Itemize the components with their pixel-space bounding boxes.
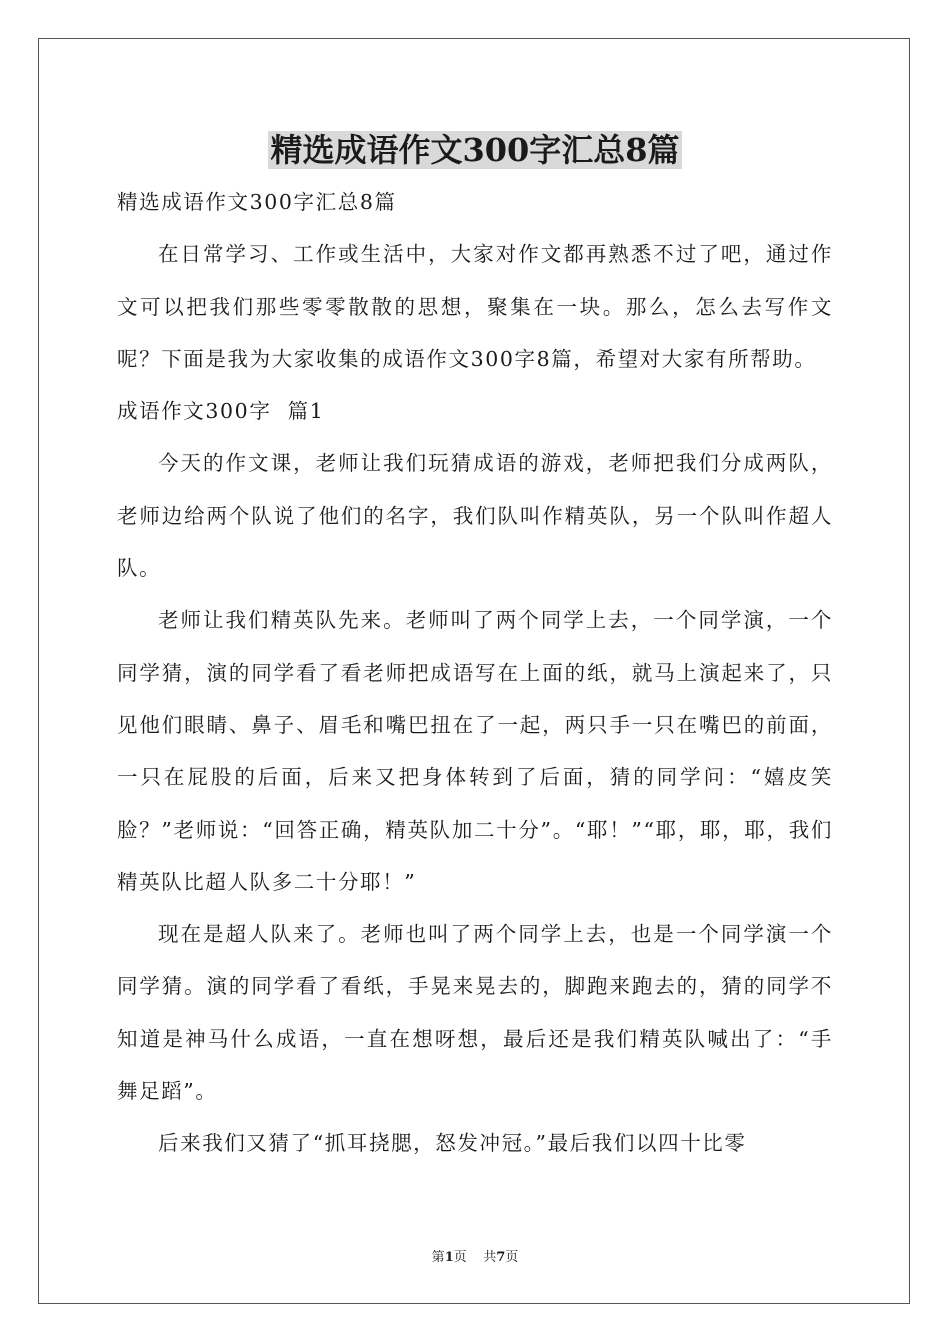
document-title	[0, 124, 950, 176]
total-page-number: 7	[496, 1250, 506, 1265]
page-footer	[0, 1246, 950, 1265]
paragraph: 今天的作文课，老师让我们玩猜成语的游戏，老师把我们分成两队，老师边给两个队说了他们的名字，我们队叫作精英队，另一个队叫作超人队。	[117, 451, 833, 581]
section-heading: 成语作文300字 篇1	[117, 399, 325, 424]
document-body	[117, 176, 833, 1170]
page-number-middle: 页 共	[453, 1250, 497, 1265]
paragraph: 现在是超人队来了。老师也叫了两个同学上去，也是一个同学演一个同学猜。演的同学看了看纸，手晃来晃去的，脚跑来跑去的，猜的同学不知道是神马什么成语，一直在想呀想，最后还是我们精英队喊出了：“手舞足蹈”。	[117, 922, 833, 1104]
page-number-suffix: 页	[505, 1250, 519, 1265]
paragraph: 后来我们又猜了“抓耳挠腮，怒发冲冠。”最后我们以四十比零	[158, 1131, 747, 1156]
paragraph: 老师让我们精英队先来。老师叫了两个同学上去，一个同学演，一个同学猜，演的同学看了看老师把成语写在上面的纸，就马上演起来了，只见他们眼睛、鼻子、眉毛和嘴巴扭在了一起，两只手一只在嘴巴的前面，一只在屁股的后面，后来又把身体转到了后面，猜的同学问：“嬉皮笑脸？”老师说：“回答正确，精英队加二十分”。“耶！”“耶，耶，耶，我们精英队比超人队多二十分耶！”	[117, 608, 833, 894]
current-page-number: 1	[444, 1250, 454, 1265]
page-number-prefix: 第	[431, 1250, 445, 1265]
paragraph: 精选成语作文300字汇总8篇	[117, 190, 397, 214]
document-title-text: 精选成语作文300字汇总8篇	[270, 131, 680, 169]
paragraph: 在日常学习、工作或生活中，大家对作文都再熟悉不过了吧，通过作文可以把我们那些零零散散的思想，聚集在一块。那么，怎么去写作文呢？下面是我为大家收集的成语作文300字8篇，希望对大家有所帮助。	[117, 242, 833, 371]
